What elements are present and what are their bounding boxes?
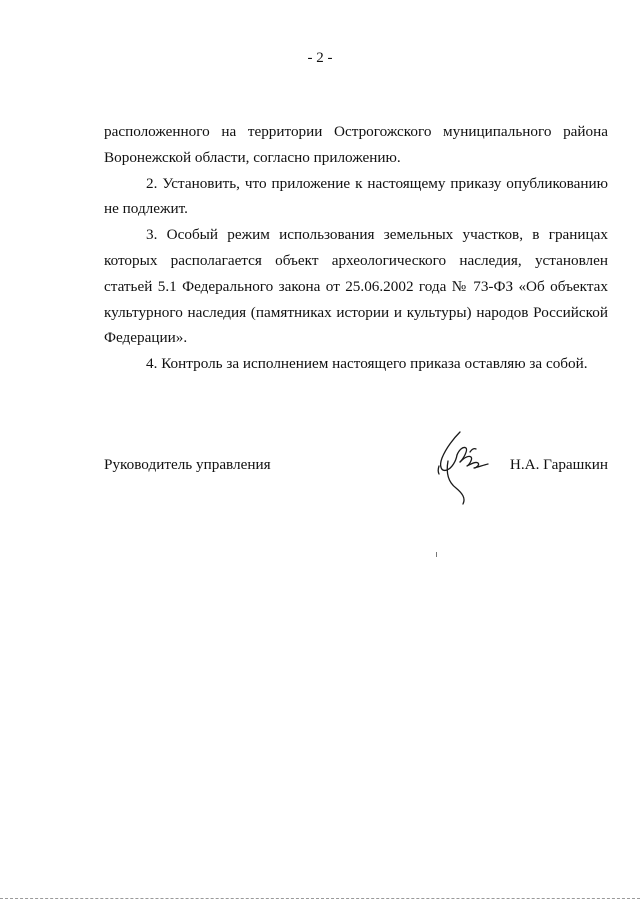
document-body (104, 119, 608, 377)
paragraph-item-4: 4. Контроль за исполнением настоящего приказа оставляю за собой. (146, 355, 588, 373)
signer-title: Руководитель управления (104, 456, 271, 473)
page-number: - 2 - (307, 50, 333, 66)
handwritten-signature (430, 428, 494, 508)
scan-speck (436, 552, 437, 557)
paragraph-continuation: расположенного на территории Острогожского муниципального района Воронежской области, согласно приложению. (104, 123, 608, 166)
signature-block (104, 456, 608, 516)
paragraph-item-2: 2. Установить, что приложение к настоящему приказу опубликованию не подлежит. (104, 174, 608, 218)
paragraph-item-3: 3. Особый режим использования земельных участков, в границах которых располагается объект археологического наследия, установлен статьей 5.1 Федерального закона от 25.06.2002 года № 73-ФЗ «Об объектах культурного наследия (памятниках истории и культуры) народов Российской Федерации». (104, 226, 608, 347)
scan-bottom-edge (0, 898, 640, 900)
signer-name: Н.А. Гарашкин (509, 456, 608, 473)
